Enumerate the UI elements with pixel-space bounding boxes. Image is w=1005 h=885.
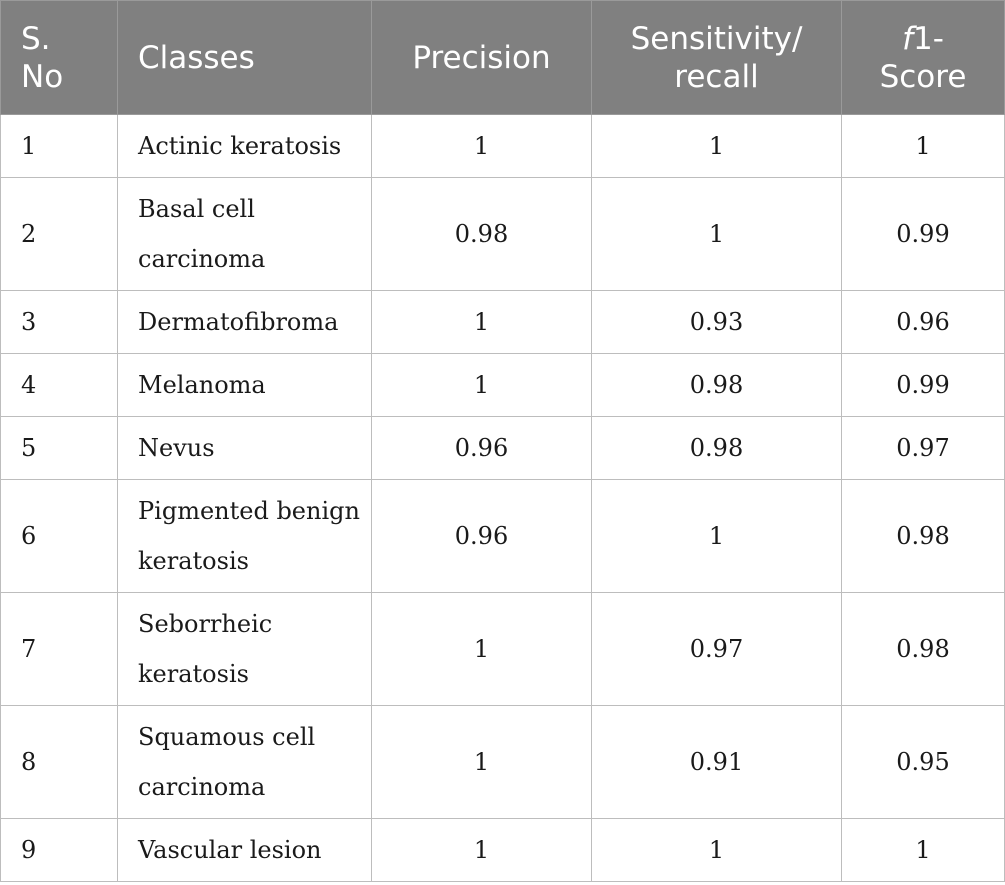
cell-precision: 1 [372,706,592,819]
cell-f1: 0.99 [842,178,1005,291]
table-row [1,819,1005,882]
table-row [1,178,1005,291]
cell-precision: 1 [372,291,592,354]
cell-f1: 0.98 [842,480,1005,593]
cell-f1: 0.97 [842,417,1005,480]
cell-sno: 2 [1,178,118,291]
cell-precision: 1 [372,819,592,882]
cell-recall: 0.97 [592,593,842,706]
table-row [1,115,1005,178]
header-recall: Sensitivity/ recall [592,1,842,115]
cell-class: Actinic keratosis [118,115,372,178]
cell-class: Nevus [118,417,372,480]
header-row [1,1,1005,115]
cell-class: Seborrheic keratosis [118,593,372,706]
cell-recall: 1 [592,819,842,882]
header-precision: Precision [372,1,592,115]
table-row [1,593,1005,706]
cell-class: Pigmented benign keratosis [118,480,372,593]
table-header [1,1,1005,115]
cell-class: Melanoma [118,354,372,417]
cell-precision: 0.96 [372,417,592,480]
cell-class: Basal cell carcinoma [118,178,372,291]
header-classes: Classes [118,1,372,115]
cell-recall: 1 [592,178,842,291]
cell-class: Squamous cell carcinoma [118,706,372,819]
cell-f1: 0.99 [842,354,1005,417]
table-row [1,706,1005,819]
table-body [1,115,1005,882]
cell-f1: 0.96 [842,291,1005,354]
cell-class: Dermatofibroma [118,291,372,354]
cell-precision: 0.96 [372,480,592,593]
header-f1-score [842,1,1005,115]
table-row [1,354,1005,417]
cell-class: Vascular lesion [118,819,372,882]
cell-recall: 1 [592,480,842,593]
header-f1-rest: 1- Score [879,20,967,95]
cell-f1: 0.98 [842,593,1005,706]
cell-sno: 8 [1,706,118,819]
cell-precision: 1 [372,354,592,417]
cell-sno: 1 [1,115,118,178]
table-row [1,417,1005,480]
cell-f1: 1 [842,819,1005,882]
cell-precision: 0.98 [372,178,592,291]
cell-precision: 1 [372,115,592,178]
cell-precision: 1 [372,593,592,706]
cell-recall: 0.93 [592,291,842,354]
table-row [1,480,1005,593]
cell-recall: 0.98 [592,417,842,480]
cell-recall: 0.91 [592,706,842,819]
header-f1-prefix: f [902,20,913,57]
cell-sno: 9 [1,819,118,882]
table-row [1,291,1005,354]
cell-sno: 3 [1,291,118,354]
header-sno: S. No [1,1,118,115]
cell-sno: 7 [1,593,118,706]
cell-f1: 0.95 [842,706,1005,819]
cell-recall: 1 [592,115,842,178]
cell-recall: 0.98 [592,354,842,417]
cell-sno: 5 [1,417,118,480]
cell-sno: 4 [1,354,118,417]
cell-f1: 1 [842,115,1005,178]
cell-sno: 6 [1,480,118,593]
